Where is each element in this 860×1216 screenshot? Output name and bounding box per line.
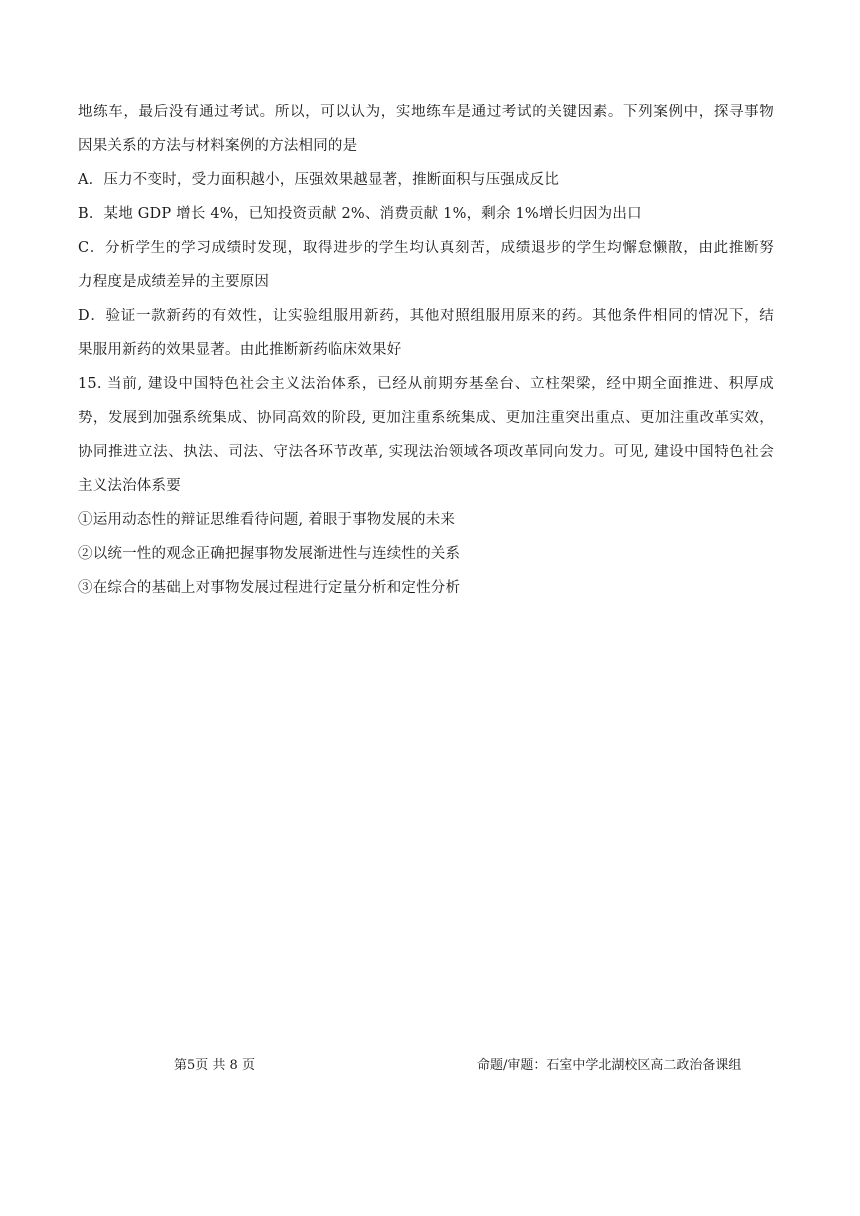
author-credit: 命题/审题：石室中学北湖校区高二政治备课组 — [477, 1058, 742, 1073]
option-d: D．验证一款新药的有效性，让实验组服用新药，其他对照组服用原来的药。其他条件相同的情况下，结 — [78, 308, 774, 324]
page-number: 第5页 共 8 页 — [174, 1058, 255, 1073]
question-content — [78, 104, 774, 614]
option-b: B．某地 GDP 增长 4%，已知投资贡献 2%、消费贡献 1%，剩余 1%增长归因为出口 — [78, 206, 642, 222]
text-line: 因果关系的方法与材料案例的方法相同的是 — [78, 138, 358, 154]
option-d-continued: 果服用新药的效果显著。由此推断新药临床效果好 — [78, 342, 402, 358]
question-15-stem: 主义法治体系要 — [78, 478, 181, 494]
statement-1: ①运用动态性的辩证思维看待问题, 着眼于事物发展的未来 — [78, 512, 456, 528]
question-15-stem: 势，发展到加强系统集成、协同高效的阶段, 更加注重系统集成、更加注重突出重点、更加注重改革实效， — [78, 410, 774, 426]
option-c: C．分析学生的学习成绩时发现，取得进步的学生均认真刻苦，成绩退步的学生均懈怠懒散，由此推断努 — [78, 240, 774, 256]
text-line: 地练车，最后没有通过考试。所以，可以认为，实地练车是通过考试的关键因素。下列案例中，探寻事物 — [78, 104, 774, 120]
option-c-continued: 力程度是成绩差异的主要原因 — [78, 274, 270, 290]
statement-2: ②以统一性的观念正确把握事物发展渐进性与连续性的关系 — [78, 546, 461, 562]
question-15-stem: 协同推进立法、执法、司法、守法各环节改革, 实现法治领域各项改革同向发力。可见, 建设中国特色社会 — [78, 444, 774, 460]
question-15-stem: 15. 当前, 建设中国特色社会主义法治体系，已经从前期夯基垒台、立柱架梁，经中期全面推进、积厚成 — [78, 376, 774, 392]
option-a: A．压力不变时，受力面积越小，压强效果越显著，推断面积与压强成反比 — [78, 172, 560, 188]
statement-3: ③在综合的基础上对事物发展过程进行定量分析和定性分析 — [78, 580, 461, 596]
